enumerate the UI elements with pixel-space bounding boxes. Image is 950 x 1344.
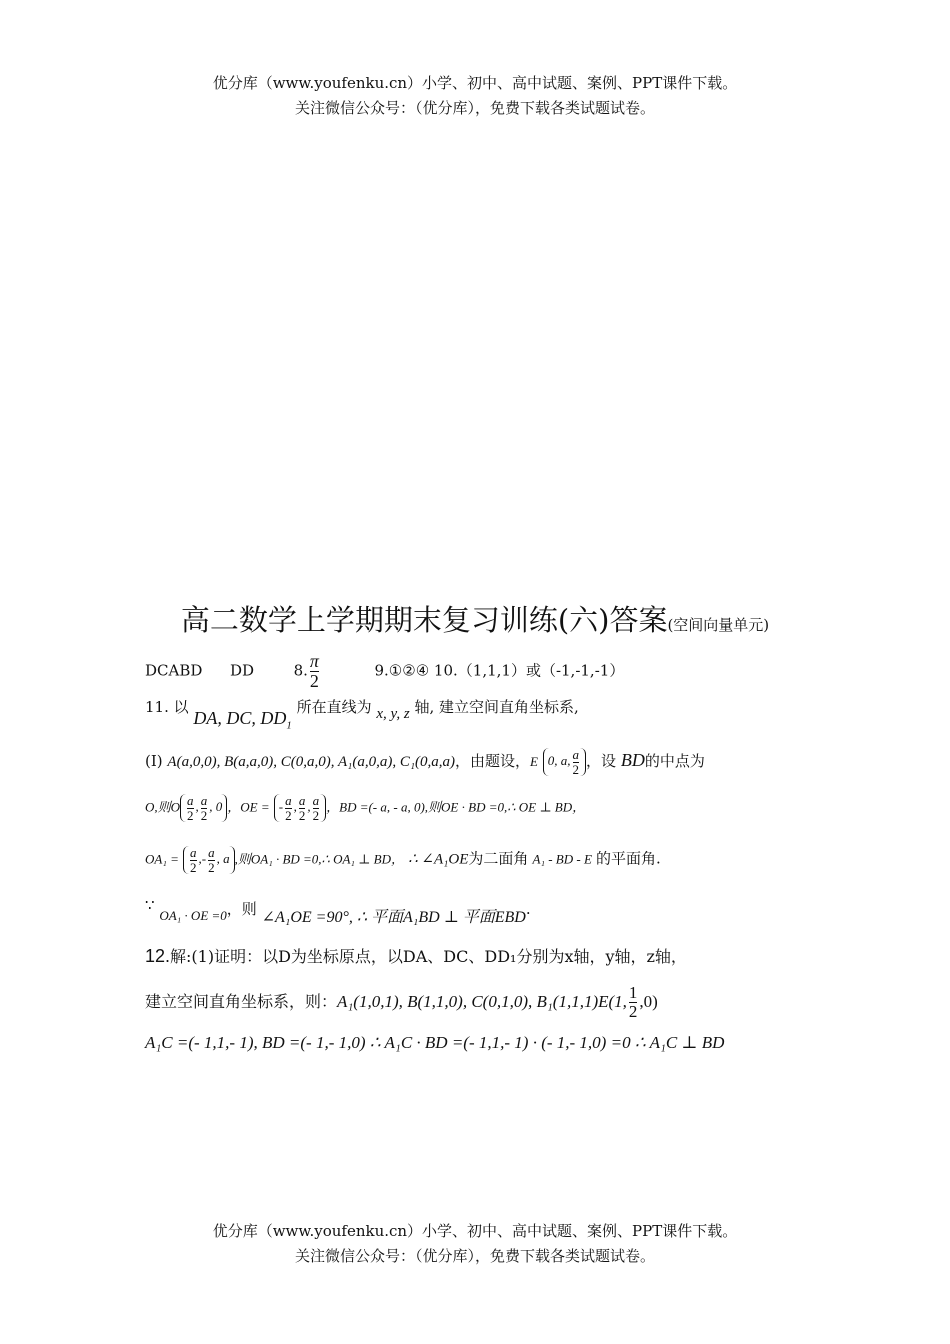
q8-fraction	[310, 652, 319, 691]
q11-label: 11. 以	[145, 698, 189, 716]
q11-axes-lines: DA, DC, $DD_1$	[193, 708, 292, 732]
dihedral-name: A₁ - BD - E	[532, 851, 592, 867]
q12-line-2	[145, 984, 658, 1021]
q12-statement: 解:(1)证明：以D为坐标原点，以DA、DC、DD₁分别为x轴，y轴，z轴，	[170, 947, 687, 966]
q9-answer: 9.①②④	[374, 661, 430, 680]
footer-line-2: 关注微信公众号：（优分库），免费下载各类试题试卷。	[294, 1247, 655, 1265]
oa1-line	[145, 846, 661, 874]
then-text: ，则	[226, 900, 257, 918]
q10-answer: 10.（1,1,1）或（-1,-1,-1）	[433, 661, 625, 680]
midpoint-text-2: 的中点为	[644, 752, 705, 771]
points-list: A(a,0,0), B(a,a,0), C(0,a,0), A₁(a,0,a), C₁(0,a,a)	[167, 754, 456, 771]
o-text: O,则O	[145, 799, 181, 815]
q11-part1	[145, 748, 705, 776]
q8-numerator: π	[309, 651, 319, 671]
q11-text2: 轴, 建立空间直角坐标系,	[414, 698, 579, 716]
header-line-1: 优分库（www.youfenku.cn）小学、初中、高中试题、案例、PPT课件下载。	[212, 74, 738, 92]
end-period: .	[525, 900, 531, 918]
answer-choices-2: DD	[229, 661, 255, 680]
q11-text1: 所在直线为	[296, 698, 372, 716]
oe-coordinates: - $\frac{a}{2}$ , $\frac{a}{2}$ , $\frac{a}{2}$	[274, 794, 326, 822]
footer-line-1: 优分库（www.youfenku.cn）小学、初中、高中试题、案例、PPT课件下载。	[212, 1222, 738, 1240]
q12-line-3	[145, 1033, 724, 1053]
q12-points: A₁(1,0,1), B(1,1,0), C(0,1,0), B₁(1,1,1)E(1,	[337, 991, 627, 1011]
because-symbol: ∵	[145, 896, 155, 914]
plane-angle-text: 的平面角.	[596, 849, 661, 868]
q12-line-1	[145, 944, 687, 967]
o-coordinates: $\frac{a}{2}$ , $\frac{a}{2}$ , 0	[180, 794, 227, 822]
title-main: 高二数学上学期期末复习训练(六)答案	[180, 603, 668, 637]
because-line	[145, 896, 531, 926]
answer-choices-1: DCABD	[145, 661, 203, 680]
angle-90-result: ∠A₁OE =90°, ∴ 平面A₁BD ⊥ 平面EBD	[261, 909, 526, 926]
oa1-result: ,则OA₁ · BD =0,∴ OA₁ ⊥ BD，	[234, 851, 404, 867]
part1-label: (I)	[145, 752, 163, 771]
dot-zero: OA₁ · OE =0	[159, 908, 227, 923]
q11-intro	[145, 696, 579, 732]
o-oe-line	[145, 794, 585, 822]
q8-denominator: 2	[309, 670, 319, 691]
oa1-coordinates: $\frac{a}{2}$ ,- $\frac{a}{2}$ , a	[183, 846, 235, 874]
q12-setup-text: 建立空间直角坐标系，则：	[145, 991, 338, 1011]
e-point: E	[530, 754, 538, 770]
title-sub: (空间向量单元)	[667, 616, 770, 634]
bd-segment: BD	[620, 750, 645, 771]
angle-text: ∴ ∠A₁OE	[408, 851, 469, 868]
q8-label: 8.	[293, 661, 308, 680]
q11-xyz: x, y, z	[376, 706, 410, 722]
q12-vector-result: A₁C =(- 1,1,- 1), BD =(- 1,- 1,0) ∴ A₁C · BD =(- 1,1,- 1) · (- 1,- 1,0) =0 ∴ A₁C ⊥ BD	[145, 1033, 725, 1052]
midpoint-text-1: ，设	[586, 752, 617, 771]
dihedral-text: 为二面角	[468, 849, 529, 868]
given-text: ，由题设，	[455, 752, 531, 771]
q12-fraction: $\frac{1}{2}$	[628, 983, 638, 1021]
oa1-label: OA₁ =	[145, 851, 179, 867]
q12-number: 12.	[145, 946, 171, 966]
e-coordinates: 0, a, $\frac{a}{2}$	[543, 748, 586, 776]
header-line-2: 关注微信公众号：（优分库），免费下载各类试题试卷。	[294, 99, 655, 117]
page-title	[0, 598, 950, 639]
bd-vector: ，BD =(- a, - a, 0),则OE · BD =0,∴ OE ⊥ BD，	[326, 799, 586, 815]
q12-points-tail: ,0)	[639, 991, 658, 1011]
oe-label: ，OE =	[227, 799, 270, 815]
answers-line	[145, 652, 624, 691]
